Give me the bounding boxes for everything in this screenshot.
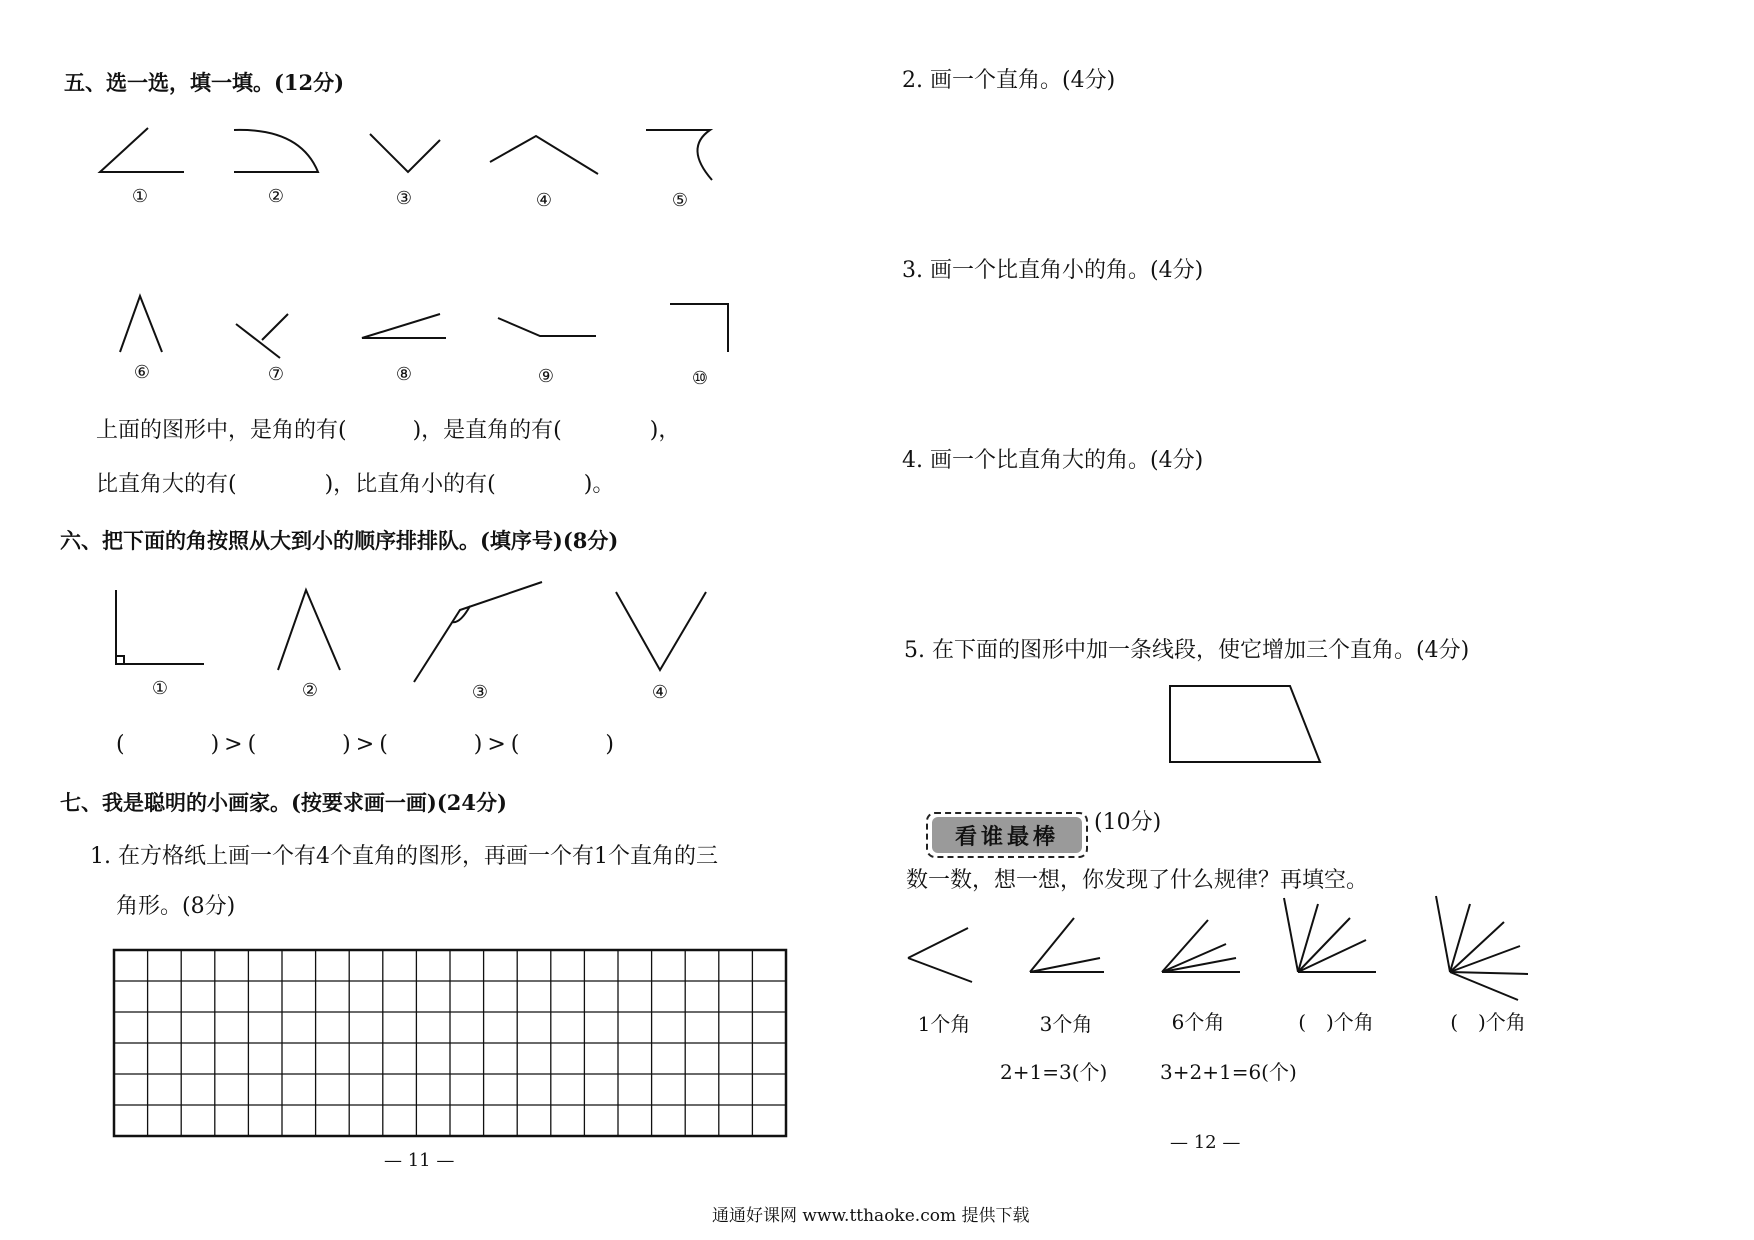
section-7-heading: 七、我是聪明的小画家。(按要求画一画)(24分) [60,790,507,815]
label-2: ② [267,186,285,207]
fan-label-1: 1个角 [917,1012,971,1036]
label-9: ⑨ [537,366,555,387]
bonus-instruction: 数一数，想一想，你发现了什么规律？再填空。 [906,868,1369,893]
label-8: ⑧ [395,364,413,385]
bonus-points: (10分) [1094,810,1162,835]
angle-label-1: ① [151,678,169,699]
label-5: ⑤ [671,190,689,211]
label-6: ⑥ [133,362,151,383]
section-6-heading: 六、把下面的角按照从大到小的顺序排排队。(填序号)(8分) [60,528,619,553]
section-5-heading: 五、选一选，填一填。(12分) [64,70,345,95]
formula-1: 2+1=3(个) [1000,1060,1108,1084]
fan-label-2: 3个角 [1039,1012,1093,1036]
grid-paper[interactable] [112,948,788,1140]
page-number-left: — 11 — [384,1150,455,1171]
bonus-badge [926,812,1088,858]
fan-label-5[interactable]: ( )个角 [1450,1010,1526,1034]
question-2: 2. 画一个直角。(4分) [902,68,1116,93]
order-blanks[interactable]: ( )>( )>( )>( ) [116,732,619,757]
label-3: ③ [395,188,413,209]
section-5-answer-line-1: 上面的图形中，是角的有( )，是直角的有( )， [96,418,681,443]
question-5: 5. 在下面的图形中加一条线段，使它增加三个直角。(4分) [904,638,1470,663]
label-4: ④ [535,190,553,211]
angle-label-2: ② [301,680,319,701]
section-5-answer-line-2: 比直角大的有( )，比直角小的有( )。 [96,472,615,497]
fan-label-3: 6个角 [1171,1010,1225,1034]
formula-2: 3+2+1=6(个) [1160,1060,1297,1084]
angle-label-4: ④ [651,682,669,703]
question-3: 3. 画一个比直角小的角。(4分) [902,258,1204,283]
question-1-line-1: 1. 在方格纸上画一个有4个直角的图形，再画一个有1个直角的三 [90,844,718,869]
question-1-line-2: 角形。(8分) [116,894,236,919]
label-7: ⑦ [267,364,285,385]
angle-label-3: ③ [471,682,489,703]
fan-label-4[interactable]: ( )个角 [1298,1010,1374,1034]
footer-credit: 通通好课网 www.tthaoke.com 提供下载 [712,1206,1030,1226]
bonus-badge-text: 看谁最棒 [932,817,1082,853]
question-4: 4. 画一个比直角大的角。(4分) [902,448,1204,473]
fan-figure-5 [0,0,1,1]
label-1: ① [131,186,149,207]
label-10: ⑩ [691,368,709,389]
page-number-right: — 12 — [1170,1132,1241,1153]
